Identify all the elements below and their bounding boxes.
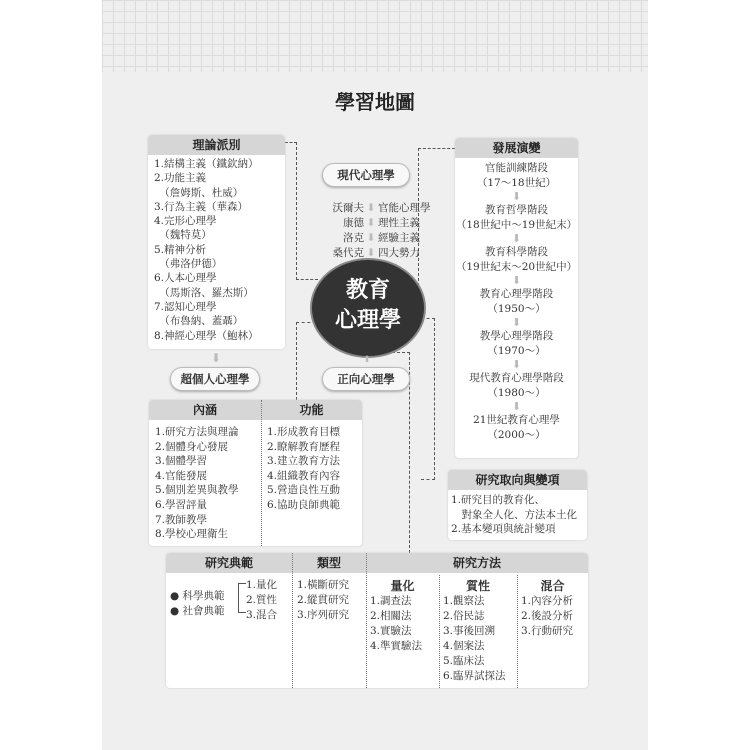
list-item: 3.行動研究 (521, 625, 574, 637)
transpersonal-pill: 超個人心理學 (170, 367, 260, 391)
person: 沃爾夫 (332, 202, 364, 214)
research-box (166, 553, 588, 688)
list-item: 2.基本變項與統計變項 (451, 523, 556, 535)
person: 康德 (343, 217, 364, 229)
page-title: 學習地圖 (335, 90, 415, 114)
list-item: 1.橫斷研究 (297, 579, 350, 591)
modern-list (312, 201, 442, 261)
list-item: 1.研究方法與理論 (155, 426, 239, 438)
down-arrow-icon: ⬇ (511, 190, 522, 203)
stage-name: 教育心理學階段 (479, 288, 554, 300)
stage-name: 教學心理學階段 (479, 330, 554, 342)
list-item: 1.內容分析 (521, 595, 574, 607)
list-item: 4.官能發展 (155, 469, 208, 482)
list-item: 2.質性 (246, 594, 278, 606)
list-item: 5.個別差異與教學 (155, 484, 239, 497)
development-list (455, 158, 578, 442)
arrow-icon: ⬇ (366, 202, 376, 214)
list-item: 1.形成教育目標 (267, 426, 341, 438)
list-item: 4.個案法 (443, 640, 485, 652)
list-item: 1.研究目的教育化、 (451, 494, 546, 506)
stage-period: （2000～） (487, 428, 546, 441)
list-item: 2.縱貫研究 (297, 594, 350, 606)
list-item: 6.人本心理學 (154, 272, 217, 285)
paradigm-bullets: ● 科學典範 ● 社會典範 (170, 590, 225, 617)
paradigm-types (242, 575, 281, 626)
list-item: 2.功能主義 (154, 172, 207, 185)
person: 洛克 (343, 232, 364, 244)
positive-psychology-pill: 正向心理學 (322, 367, 410, 391)
down-arrow-icon: ⬇ (511, 316, 522, 329)
stage-period: （1950～） (487, 302, 546, 315)
list-item: （魏特莫） (154, 229, 212, 242)
method-header: 研究方法 (452, 556, 501, 570)
list-item: 對象全人化、方法本土化 (451, 508, 577, 521)
connotation-function-box (149, 400, 362, 546)
modern-row (312, 246, 442, 261)
down-arrow-icon: ⬇ (511, 232, 522, 245)
list-item: 2.相關法 (370, 610, 412, 622)
mixed-label: 混合 (540, 579, 565, 593)
modern-row (312, 216, 442, 231)
list-item: 3.個體學習 (155, 455, 208, 468)
orientation-list (448, 490, 587, 540)
list-item: 8.神經心理學（鮑林） (154, 329, 259, 342)
paradigm-social: 社會典範 (182, 605, 225, 617)
center-line2: 心理學 (334, 308, 401, 333)
list-item: 3.序列研究 (297, 609, 350, 621)
list-item: 5.營造良性互動 (267, 484, 341, 497)
stage-name: 教育科學階段 (485, 246, 548, 258)
list-item: 3.事後回溯 (443, 625, 496, 637)
list-item: 8.學校心理衛生 (155, 528, 229, 541)
list-item: 2.俗民誌 (443, 610, 485, 622)
center-line1: 教育 (345, 278, 390, 303)
list-item: 3.實驗法 (370, 625, 412, 637)
down-arrow-icon: ⬇ (210, 351, 222, 365)
function-list (261, 422, 346, 516)
development-box (455, 138, 578, 458)
list-item: 3.混合 (246, 609, 278, 621)
stage-period: （19世紀末～20世紀中） (455, 260, 578, 273)
list-item: （馬斯洛、羅杰斯） (154, 286, 254, 299)
list-item: 4.組織教育內容 (267, 469, 341, 482)
down-arrow-icon: ⬇ (511, 274, 522, 287)
orientation-header: 研究取向與變項 (448, 470, 587, 490)
list-item: 7.教師教學 (155, 513, 208, 526)
list-item: 3.建立教育方法 (267, 455, 341, 468)
stage-period: （17～18世紀） (476, 176, 557, 189)
modern-psychology-pill: 現代心理學 (322, 163, 410, 187)
stage-name: 教育哲學階段 (485, 204, 548, 216)
list-item: 1.結構主義（鐵欽納） (154, 158, 259, 170)
school: 理性主義 (378, 217, 420, 229)
list-item: 1.量化 (246, 579, 278, 591)
school: 四大勢力 (378, 247, 420, 259)
list-item: 5.精神分析 (154, 243, 207, 256)
center-topic (312, 260, 424, 356)
person: 桑代克 (332, 247, 364, 259)
list-item: 2.個體身心發展 (155, 440, 229, 453)
list-item: 6.協助良師典範 (267, 498, 341, 511)
up-arrow-icon: ⬆ (363, 355, 371, 365)
stage-period: （1980～） (487, 386, 546, 399)
quant-label: 量化 (390, 579, 415, 593)
list-item: 3.行為主義（華森） (154, 200, 249, 213)
list-item: 2.後設分析 (521, 610, 574, 622)
list-item: 2.瞭解教育歷程 (267, 440, 341, 453)
arrow-icon: ⬇ (366, 217, 376, 229)
quant-methods (366, 577, 439, 654)
theories-box (148, 135, 285, 349)
stage-name: 現代教育心理學階段 (469, 372, 564, 384)
list-item: （布魯納、蓋聶） (154, 315, 244, 328)
list-item: 6.學習評量 (155, 498, 208, 511)
connotation-list (149, 422, 245, 545)
type-header: 類型 (316, 556, 341, 570)
list-item: （詹姆斯、杜威） (154, 186, 244, 199)
down-arrow-icon: ⬇ (511, 358, 522, 371)
stage-name: 21世紀教育心理學 (473, 414, 560, 426)
list-item: （弗洛伊德） (154, 258, 223, 271)
school: 官能心理學 (378, 202, 431, 214)
arrow-icon: ⬇ (366, 247, 376, 259)
orientation-box (448, 470, 587, 540)
development-header: 發展演變 (455, 138, 578, 158)
connector (421, 318, 435, 480)
mixed-methods (517, 577, 588, 639)
stage-period: （18世紀中～19世紀末） (455, 218, 578, 231)
list-item: 6.臨界試探法 (443, 670, 506, 682)
list-item: 7.認知心理學 (154, 300, 217, 313)
school: 經驗主義 (378, 232, 420, 244)
stage-name: 官能訓練階段 (485, 162, 548, 174)
research-types (292, 575, 354, 626)
modern-row (312, 231, 442, 246)
arrow-icon: ⬇ (366, 232, 376, 244)
list-item: 1.調查法 (370, 595, 412, 607)
list-item: 4.完形心理學 (154, 215, 217, 228)
function-header: 功能 (299, 403, 324, 417)
down-arrow-icon: ⬇ (511, 400, 522, 413)
list-item: 4.準實驗法 (370, 640, 423, 652)
qual-label: 質性 (465, 579, 490, 593)
connector (285, 142, 297, 280)
stage-period: （1970～） (487, 344, 546, 357)
modern-row (312, 201, 442, 216)
paradigm-science: 科學典範 (182, 590, 225, 602)
connotation-header: 內涵 (192, 403, 217, 417)
theories-header: 理論派別 (148, 135, 285, 155)
list-item: 5.臨床法 (443, 655, 485, 667)
qual-methods (439, 577, 517, 684)
theories-list (148, 155, 285, 345)
paradigm-header: 研究典範 (204, 556, 253, 570)
list-item: 1.觀察法 (443, 595, 485, 607)
